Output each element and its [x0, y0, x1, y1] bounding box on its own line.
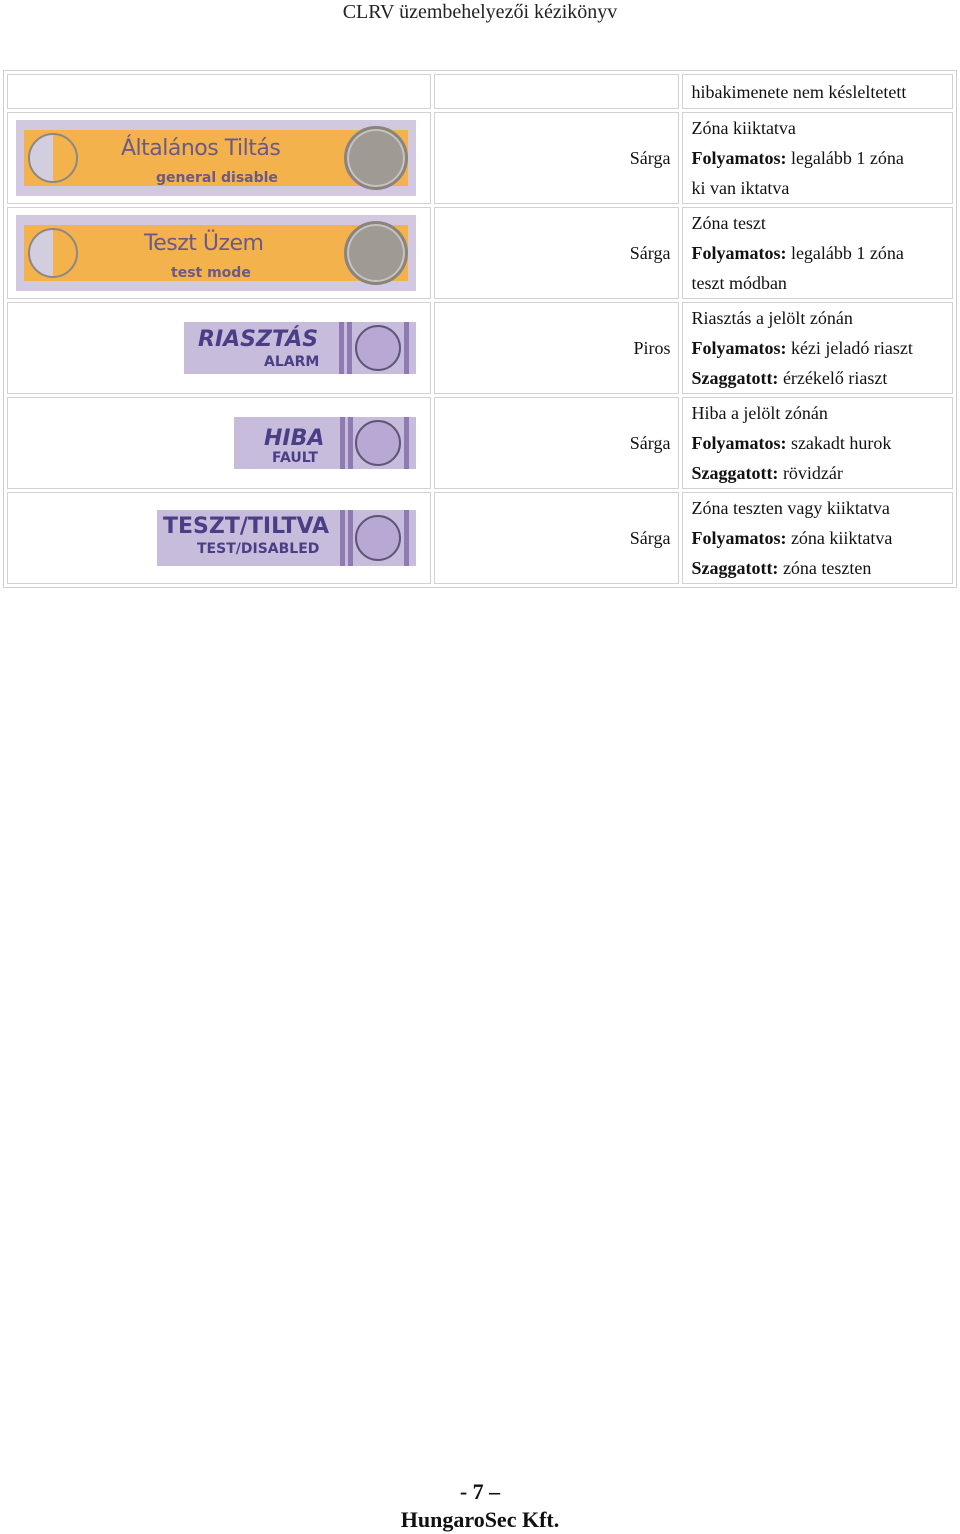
desc-bold: Szaggatott: — [691, 558, 779, 578]
desc-cell — [682, 397, 953, 489]
indicator-table — [3, 70, 957, 588]
table-row — [7, 112, 953, 204]
desc-text: legalább 1 zóna — [786, 243, 904, 263]
desc-bold: Folyamatos: — [691, 338, 787, 358]
desc-text: Zóna kiiktatva — [691, 118, 796, 138]
panel-cell — [7, 397, 431, 489]
led-icon — [344, 126, 408, 190]
desc-text: Zóna teszten vagy kiiktatva — [691, 498, 890, 518]
panel-cell — [7, 207, 431, 299]
test-disabled-panel — [157, 510, 416, 566]
half-led-icon — [28, 228, 78, 278]
led-icon — [344, 221, 408, 285]
page-header: CLRV üzembehelyezői kézikönyv — [342, 1, 618, 23]
panel-label: RIASZTÁS — [198, 327, 319, 352]
panel-label: TESZT/TILTVA — [163, 514, 330, 539]
panel-label: Általános Tiltás — [121, 136, 281, 161]
page-number: - 7 – — [459, 1479, 501, 1504]
table-row — [7, 492, 953, 584]
desc-text: zóna kiiktatva — [786, 528, 893, 548]
color-cell: Sárga — [434, 492, 679, 584]
color-cell: Piros — [434, 302, 679, 394]
half-led-icon — [28, 133, 78, 183]
color-cell: Sárga — [434, 112, 679, 204]
empty-cell — [434, 74, 679, 109]
panel-cell — [7, 492, 431, 584]
desc-bold: Folyamatos: — [691, 148, 787, 168]
panel-cell — [7, 302, 431, 394]
led-icon — [355, 515, 401, 561]
desc-text: rövidzár — [778, 463, 843, 483]
test-mode-panel — [16, 215, 416, 291]
desc-cell — [682, 302, 953, 394]
desc-bold: Folyamatos: — [691, 433, 787, 453]
panel-sublabel: test mode — [171, 265, 251, 281]
desc-cell — [682, 74, 953, 109]
desc-text: zóna teszten — [778, 558, 872, 578]
desc-text: Riasztás a jelölt zónán — [691, 308, 853, 328]
desc-text: Hiba a jelölt zónán — [691, 403, 828, 423]
desc-text: Zóna teszt — [691, 213, 766, 233]
table-row — [7, 207, 953, 299]
panel-label: HIBA — [264, 426, 325, 451]
panel-cell — [7, 112, 431, 204]
led-icon — [355, 420, 401, 466]
panel-sublabel: general disable — [156, 170, 278, 186]
desc-text: hibakimenete nem késleltetett — [691, 81, 907, 102]
general-disable-panel — [16, 120, 416, 196]
desc-bold: Folyamatos: — [691, 528, 787, 548]
table-row — [7, 397, 953, 489]
desc-bold: Folyamatos: — [691, 243, 787, 263]
desc-text: teszt módban — [691, 273, 787, 293]
table-row — [7, 74, 953, 109]
desc-bold: Szaggatott: — [691, 368, 779, 388]
company-name: HungaroSec Kft. — [400, 1507, 560, 1532]
desc-cell — [682, 207, 953, 299]
fault-panel — [234, 417, 416, 469]
empty-cell — [7, 74, 431, 109]
desc-cell — [682, 492, 953, 584]
led-icon — [355, 325, 401, 371]
table-row — [7, 302, 953, 394]
desc-text: szakadt hurok — [786, 433, 892, 453]
desc-text: legalább 1 zóna — [786, 148, 904, 168]
desc-cell — [682, 112, 953, 204]
panel-label: Teszt Üzem — [144, 231, 264, 256]
color-cell: Sárga — [434, 207, 679, 299]
desc-text: kézi jeladó riaszt — [786, 338, 913, 358]
panel-sublabel: FAULT — [272, 450, 318, 466]
desc-text: érzékelő riaszt — [778, 368, 888, 388]
panel-sublabel: ALARM — [264, 354, 320, 370]
panel-sublabel: TEST/DISABLED — [197, 541, 320, 557]
color-cell: Sárga — [434, 397, 679, 489]
desc-text: ki van iktatva — [691, 178, 790, 198]
desc-bold: Szaggatott: — [691, 463, 779, 483]
alarm-panel — [184, 322, 416, 374]
